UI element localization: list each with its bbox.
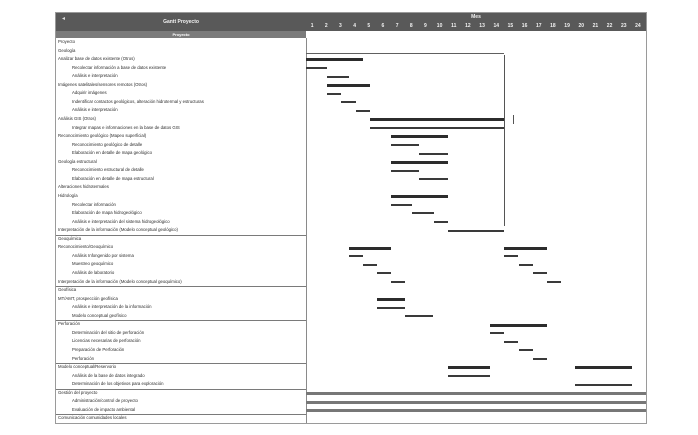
- gantt-bar: [356, 110, 370, 112]
- task-row: Administración/control de proyecto: [72, 398, 138, 404]
- section-divider: [56, 286, 306, 287]
- task-row: Interpretación de la información (Modelo conceptual geoquímico): [58, 278, 182, 284]
- gantt-bar: [533, 272, 547, 274]
- gantt-bar: [370, 127, 505, 129]
- task-row: Análisis Infongenido por sistema: [72, 252, 134, 258]
- task-row: Elaboración en detalle de mapa estructural: [72, 175, 154, 181]
- subheader-project: Proyecto: [56, 31, 306, 38]
- gantt-bar: [349, 247, 392, 250]
- section-divider: [56, 235, 306, 236]
- task-row: Recolectar información a base de datos existente: [72, 64, 167, 70]
- month-header: 19: [564, 23, 570, 29]
- month-header: 12: [465, 23, 471, 29]
- month-header: 3: [339, 23, 342, 29]
- task-row: Modelo conceptual geofísico: [72, 312, 127, 318]
- task-row: Geología: [58, 47, 76, 53]
- dependency-line: [504, 55, 505, 226]
- month-header: 5: [367, 23, 371, 29]
- gantt-bar: [405, 315, 433, 317]
- gantt-bar: [327, 93, 341, 95]
- gantt-bar: [306, 67, 327, 69]
- gantt-bar: [306, 401, 646, 404]
- gantt-bar: [377, 298, 405, 301]
- gantt-chart-area: [306, 31, 646, 423]
- gantt-bar: [341, 101, 355, 103]
- task-list: [56, 38, 307, 423]
- gantt-bar: [504, 255, 518, 257]
- months-label: Mes: [471, 14, 481, 20]
- gantt-bar: [370, 118, 505, 121]
- dependency-line: [513, 115, 514, 124]
- task-row: Análisis e interpretación: [72, 107, 118, 113]
- gantt-bar: [519, 264, 533, 266]
- task-row: Análisis GIS (Otros): [58, 116, 96, 121]
- month-header: 1: [310, 23, 314, 29]
- task-row: Licencias necesarias de perforación: [72, 338, 141, 344]
- task-row: Elaboración en detalle de mapa geológico: [72, 150, 153, 156]
- month-header: 23: [620, 23, 627, 29]
- gantt-bar: [306, 392, 646, 395]
- header-title: Gantt Proyecto: [163, 19, 199, 25]
- gantt-header: [56, 13, 646, 31]
- gantt-sheet: [55, 12, 647, 424]
- gantt-bar: [327, 76, 348, 78]
- task-row: Perforación: [72, 355, 94, 361]
- task-row: Reconocimiento geológico de detalle: [72, 141, 143, 147]
- task-row: Preparación de Perforación: [72, 347, 125, 352]
- task-row: Alteraciones hidrotermales: [58, 184, 109, 190]
- task-row: Análisis e interpretación: [72, 73, 118, 79]
- task-row: MT/AMT, prospección geofísica: [58, 295, 118, 301]
- month-header: 9: [424, 23, 427, 29]
- gantt-bar: [391, 135, 448, 138]
- month-header: 6: [381, 23, 385, 29]
- gantt-bar: [504, 247, 547, 250]
- month-header: 21: [592, 23, 599, 29]
- gantt-bar: [349, 255, 363, 257]
- task-row: Elaboración de mapa hidrogeológico: [72, 210, 142, 216]
- task-row: Integrar mapas e informaciones en la base de datos GIS: [72, 124, 180, 130]
- section-divider: [56, 389, 306, 390]
- task-row: Determinación del sitio de perforación: [72, 329, 145, 335]
- task-row: Perforación: [58, 321, 80, 327]
- task-row: Geoquímica: [58, 235, 82, 241]
- gantt-bar: [391, 144, 419, 146]
- task-row: Análisis e interpretación del sistema hidrogeológico: [72, 218, 170, 224]
- gantt-bar: [306, 58, 363, 61]
- gantt-bar: [547, 281, 561, 283]
- month-header: 10: [436, 23, 443, 29]
- gantt-bar: [434, 221, 448, 223]
- task-row: Imágenes satelitales/sensores remotos (Otros): [58, 81, 148, 87]
- task-row: Analizar base de datos existente (Otros): [58, 56, 135, 62]
- task-row: Reconocimiento estructural de detalle: [72, 167, 144, 173]
- gantt-bar: [377, 307, 405, 309]
- month-header: 8: [409, 23, 413, 29]
- task-row: Reconocimiento/Geoquímico: [58, 244, 114, 250]
- gantt-bar: [391, 204, 412, 206]
- task-row: Recolectar información: [72, 201, 116, 207]
- gantt-bar: [490, 324, 547, 327]
- gantt-bar: [377, 272, 391, 274]
- month-header: 22: [606, 23, 613, 29]
- gantt-bar: [448, 366, 491, 369]
- task-row: Muestreo geoquímico: [72, 261, 114, 267]
- gantt-bar: [306, 409, 646, 412]
- gantt-bar: [363, 264, 377, 266]
- task-row: Reconocimiento geológico (Mapeo superficial): [58, 133, 147, 139]
- month-header: 18: [550, 23, 556, 29]
- gantt-bar: [327, 84, 370, 87]
- month-header: 24: [635, 23, 641, 29]
- gantt-bar: [575, 384, 632, 386]
- gantt-bar: [419, 178, 447, 180]
- gantt-bar: [391, 281, 405, 283]
- gantt-bar: [412, 212, 433, 214]
- gantt-bar: [504, 341, 518, 343]
- task-row: Modelo conceptual/Reservorio: [58, 364, 117, 370]
- month-header: 2: [324, 23, 328, 29]
- month-header: 11: [451, 23, 457, 29]
- task-row: Análisis de laboratorio: [72, 270, 115, 275]
- gantt-bar: [391, 161, 448, 164]
- summary-line: [306, 53, 504, 54]
- month-header: 13: [479, 23, 485, 29]
- gantt-bar: [448, 230, 505, 232]
- gantt-bar: [519, 349, 533, 351]
- task-row: Determinación de los objetivos para exploración: [72, 381, 164, 387]
- month-header: 14: [493, 23, 500, 29]
- month-header: 17: [535, 23, 542, 29]
- corner-icon: ◂: [62, 16, 66, 22]
- task-row: Geología estructural: [58, 158, 97, 164]
- task-row: Comunicación comunidades locales: [58, 415, 127, 421]
- month-header: 16: [521, 23, 528, 29]
- gantt-bar: [533, 358, 547, 360]
- task-row: Adquirir imágenes: [72, 90, 107, 96]
- gantt-bar: [391, 170, 419, 172]
- task-row: Análisis e interpretación de la información: [72, 304, 152, 310]
- section-divider: [56, 363, 306, 364]
- section-divider: [56, 320, 306, 321]
- month-header: 4: [353, 23, 356, 29]
- task-row: Hidrología: [58, 193, 78, 198]
- task-row: Gestión del proyecto: [58, 389, 98, 395]
- month-columns: [306, 21, 646, 31]
- month-header: 7: [395, 23, 399, 29]
- month-header: 20: [578, 23, 585, 29]
- gantt-bar: [575, 366, 632, 369]
- task-row: Análisis de la base de datos integrado: [72, 372, 145, 378]
- task-row: Indentificar contactos geológicos, alteración hidrotermal y estructuras: [72, 98, 204, 104]
- task-row: Geofísica: [58, 287, 77, 293]
- task-row: Proyecto: [58, 39, 75, 44]
- section-divider: [56, 414, 306, 415]
- gantt-bar: [490, 332, 504, 334]
- gantt-bar: [419, 153, 447, 155]
- task-row: Interpretación de la información (Modelo conceptual geológico): [58, 227, 178, 233]
- task-row: Evaluación de impacto ambiental: [72, 406, 136, 412]
- gantt-bar: [448, 375, 491, 377]
- gantt-bar: [391, 195, 448, 198]
- month-header: 15: [507, 23, 514, 29]
